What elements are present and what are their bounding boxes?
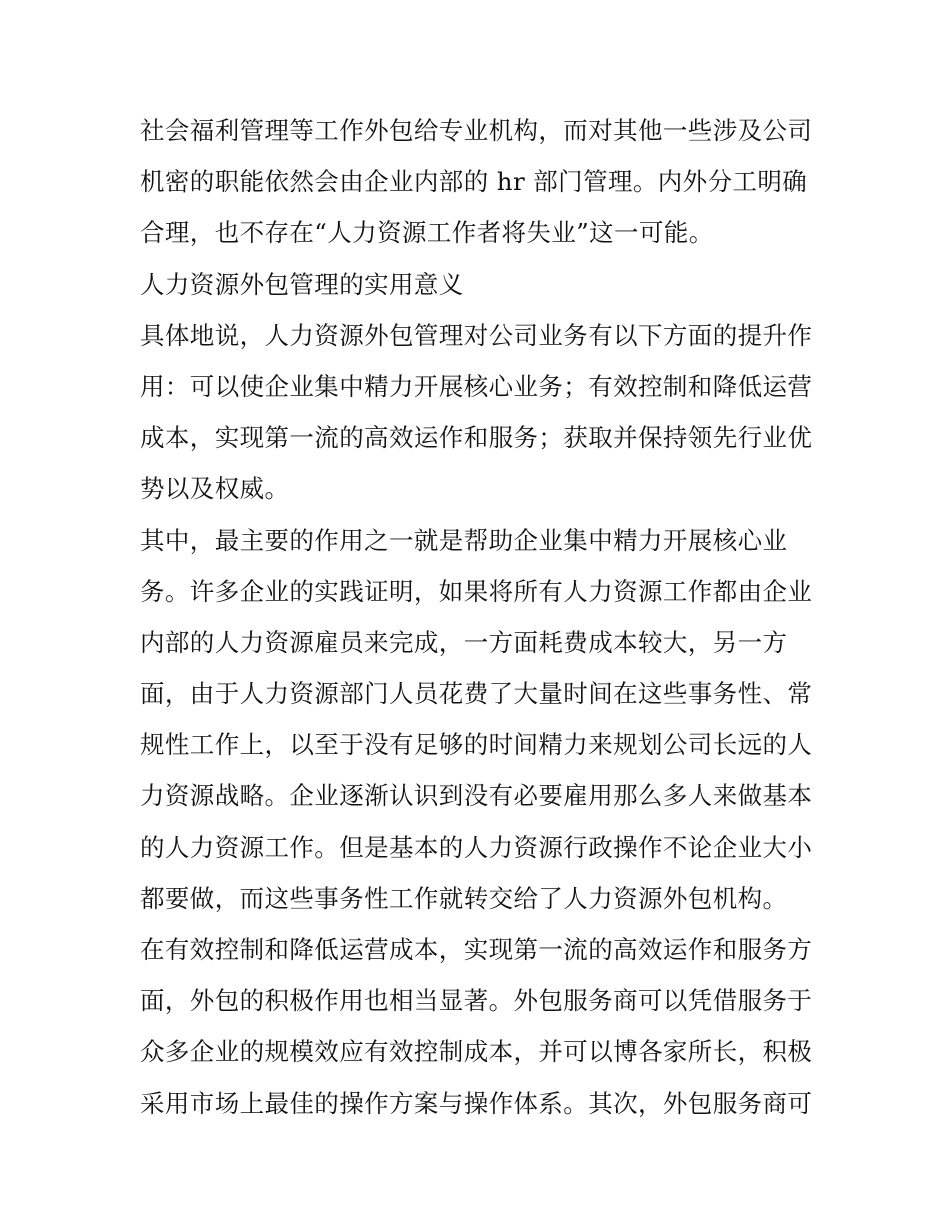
text-line: 面，外包的积极作用也相当显著。外包服务商可以凭借服务于	[140, 986, 813, 1016]
text-line: 其中，最主要的作用之一就是帮助企业集中精力开展核心业	[140, 525, 788, 555]
text-line: 众多企业的规模效应有效控制成本，并可以博各家所长，积极	[140, 1037, 813, 1067]
text-line: 力资源战略。企业逐渐认识到没有必要雇用那么多人来做基本	[140, 781, 813, 811]
body-text	[140, 105, 820, 1129]
text-line: 社会福利管理等工作外包给专业机构，而对其他一些涉及公司	[140, 116, 813, 145]
text-line: 面，由于人力资源部门人员花费了大量时间在这些事务性、常	[140, 679, 813, 709]
text-line: 用：可以使企业集中精力开展核心业务；有效控制和降低运营	[140, 371, 813, 401]
text-line: 规性工作上，以至于没有足够的时间精力来规划公司长远的人	[140, 730, 813, 760]
text-line: 采用市场上最佳的操作方案与操作体系。其次，外包服务商可	[140, 1088, 813, 1118]
text-line: 合理，也不存在“人力资源工作者将失业”这一可能。	[140, 218, 714, 248]
text-line: 机密的职能依然会由企业内部的 hr 部门管理。内外分工明确	[140, 167, 808, 197]
text-line: 成本，实现第一流的高效运作和服务；获取并保持领先行业优	[140, 423, 813, 453]
text-line: 势以及权威。	[140, 474, 290, 504]
text-line: 都要做，而这些事务性工作就转交给了人力资源外包机构。	[140, 883, 788, 913]
section-heading: 人力资源外包管理的实用意义	[140, 269, 464, 299]
text-line: 的人力资源工作。但是基本的人力资源行政操作不论企业大小	[140, 832, 813, 862]
text-line: 内部的人力资源雇员来完成，一方面耗费成本较大，另一方	[140, 627, 788, 657]
text-line: 务。许多企业的实践证明，如果将所有人力资源工作都由企业	[140, 576, 813, 606]
text-line: 具体地说，人力资源外包管理对公司业务有以下方面的提升作	[140, 320, 813, 350]
text-line: 在有效控制和降低运营成本，实现第一流的高效运作和服务方	[140, 935, 813, 964]
